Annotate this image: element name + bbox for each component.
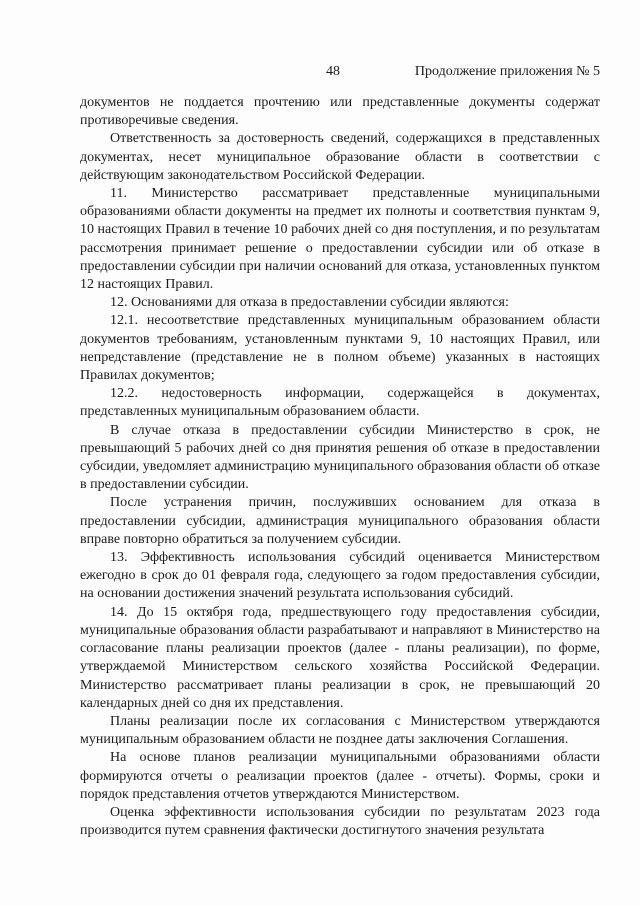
paragraph: Планы реализации после их согласования с Министерством утверждаются муниципальным образованием области не позднее даты заключения Соглашения. [80, 713, 600, 748]
paragraph: 13. Эффективность использования субсидий оценивается Министерством ежегодно в срок до 01 февраля года, следующего за годом предоставления субсидии, на основании достижения значений результата использования субсидий. [80, 550, 600, 602]
paragraph: 11. Министерство рассматривает представленные муниципальными образованиями области документы на предмет их полноты и соответствия пунктам 9, 10 настоящих Правил в течение 10 рабочих дней со дня поступления, и по результатам рассмотрения принимает решение о предоставлении субсидии или об отказе в предоставлении субсидии при наличии оснований для отказа, установленных пунктом 12 настоящих Правил. [80, 186, 600, 293]
paragraph: После устранения причин, послуживших основанием для отказа в предоставлении субсидии, администрация муниципального образования области вправе повторно обратиться за получением субсидии. [80, 495, 600, 547]
appendix-continuation-label: Продолжение приложения № 5 [414, 64, 600, 79]
paragraph: Оценка эффективности использования субсидии по результатам 2023 года производится путем сравнения фактически достигнутого значения результата [80, 804, 600, 839]
paragraph: документов не поддается прочтению или представленные документы содержат противоречивые сведения. [80, 95, 600, 129]
page-number: 48 [326, 64, 340, 79]
paragraph: На основе планов реализации муниципальными образованиями области формируются отчеты о реализации проектов (далее - отчеты). Формы, сроки и порядок представления отчетов утверждаются Министерством. [80, 750, 600, 802]
paragraph: 14. До 15 октября года, предшествующего году предоставления субсидии, муниципальные образования области разрабатывают и направляют в Министерство на согласование планы реализации проектов (далее - планы реализации), по форме, утверждаемой Министерством сельского хозяйства Российской Федерации. Министерство рассматривает планы реализации в срок, не превышающий 20 календарных дней со дня их представления. [80, 604, 600, 711]
paragraph: 12.2. недостоверность информации, содержащейся в документах, представленных муниципальным образованием области. [80, 386, 600, 420]
document-body [80, 94, 600, 840]
paragraph: 12. Основаниями для отказа в предоставлении субсидии являются: [110, 295, 509, 311]
paragraph: В случае отказа в предоставлении субсидии Министерство в срок, не превышающий 5 рабочих дней со дня принятия решения об отказе в предоставлении субсидии, уведомляет администрацию муниципального образования области об отказе в предоставлении субсидии. [80, 422, 600, 493]
paragraph: Ответственность за достоверность сведений, содержащихся в представленных документах, несет муниципальное образование области в соответствии с действующим законодательством Российской Федерации. [80, 131, 600, 183]
paragraph: 12.1. несоответствие представленных муниципальным образованием области документов требованиям, установленным пунктами 9, 10 настоящих Правил, или непредставление (представление не в полном объеме) указанных в настоящих Правилах документов; [80, 313, 600, 384]
page-header [0, 64, 640, 84]
